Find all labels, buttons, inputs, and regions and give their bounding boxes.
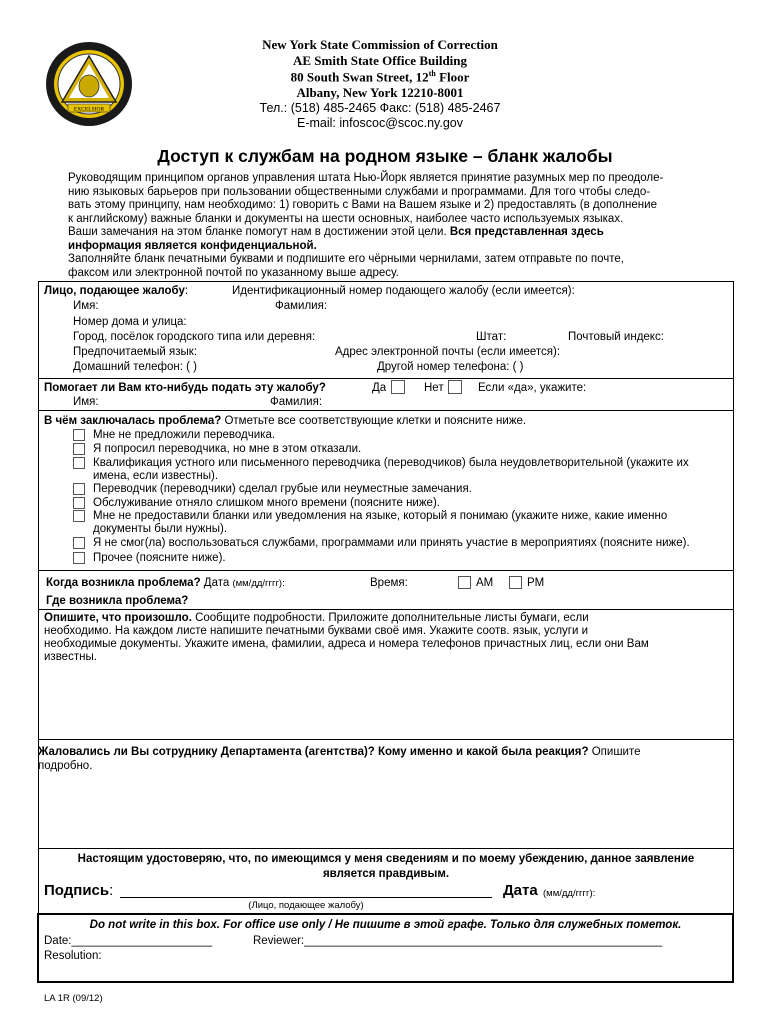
problem-item-1: Мне не предложили переводчика. [93,429,276,441]
state-id-field[interactable]: Идентификационный номер подающего жалобу (если имеется): [232,285,575,297]
signature-line[interactable] [120,897,492,898]
helper-surname-field[interactable]: Фамилия: [270,396,323,408]
problem-item-6: Мне не предоставили бланки или уведомления на языке, который я понимаю (укажите ниже, какие именно [93,510,668,522]
complained-text: Жаловались ли Вы сотруднику Департамента (агентства)? Кому именно и какой была реакция? Опишите подробно. [38,746,641,772]
helper-yes-label: Да [372,382,387,394]
name-field[interactable]: Имя: [73,300,99,312]
org-name: New York State Commission of Correction [262,37,498,52]
city-field[interactable]: Город, посёлок городского типа или деревня: [73,331,316,343]
phone-fax: Тел.: (518) 485-2465 Факс: (518) 485-2467 [259,101,501,115]
other-phone-field[interactable]: Другой номер телефона: ( ) [377,361,524,373]
problem-checkbox-8[interactable] [73,552,85,564]
language-field[interactable]: Предпочитаемый язык: [73,346,198,358]
problem-heading: В чём заключалась проблема? Отметьте все соответствующие клетки и поясните ниже. [44,415,527,427]
problem-item-5: Обслуживание отняло слишком много времени (поясните ниже). [93,497,440,509]
where-label[interactable]: Где возникла проблема? [46,595,189,607]
state-field[interactable]: Штат: [476,331,507,343]
problem-item-6-cont: документы были нужны). [93,523,228,535]
helper-yes-checkbox[interactable] [391,380,405,394]
problem-item-3: Квалификация устного или письменного переводчика (переводчиков) была неудовлетворительной (укажите их [93,457,689,469]
svg-text:EXCELSIOR: EXCELSIOR [73,106,105,113]
problem-checkbox-2[interactable] [73,443,85,455]
am-checkbox[interactable] [458,576,471,589]
when-label: Когда возникла проблема? Дата (мм/дд/гггг): [46,577,285,589]
problem-item-8: Прочее (поясните ниже). [93,552,226,564]
intro-text: Руководящим принципом органов управления штата Нью-Йорк является принятие разумных мер по преодоле- нию языковых барьеров при пользовании общественными службами и программами. Для того чтобы следо- вать этому принципу, нам необходимо: 1) говорить с Вами на Вашем языке и 2) предоставлять (в дополнение к английскому) важные бланки и документы на шести основных, наиболее часто используемых языках. Ваши замечания на этом бланке помогут нам в достижении этой цели. Вся представленная здесь информация является конфиденциальной. Заполняйте бланк печатными буквами и подпишите его чёрными чернилами, затем отправьте по почте, факсом или электронной почтой по указанному выше адресу. [68,172,664,279]
describe-text: Опишите, что произошло. Сообщите подробности. Приложите дополнительные листы бумаги, если необходимо. На каждом листе напишите печатными буквами своё имя. Укажите соотв. язык, услуги и необходимые документы. Укажите имена, фамилии, адреса и номера телефонов причастных лиц, если они Вам известны. [44,612,649,663]
building-name: AE Smith State Office Building [292,53,468,68]
signature-label: Подпись: [44,882,114,899]
time-label: Время: [370,577,408,589]
office-reviewer: Reviewer:________________________________________________________ [253,935,663,947]
problem-item-7: Я не смог(ла) воспользоваться службами, программами или принять участие в мероприятиях (поясните ниже). [93,537,690,549]
problem-checkbox-4[interactable] [73,483,85,495]
zip-field[interactable]: Почтовый индекс: [568,331,664,343]
office-use-note: Do not write in this box. For office use only / Не пишите в этой графе. Только для служебных пометок. [89,919,682,931]
date-format: (мм/дд/гггг): [543,888,596,899]
problem-checkbox-3[interactable] [73,457,85,469]
helper-if-yes: Если «да», укажите: [478,382,587,394]
home-phone-field[interactable]: Домашний телефон: ( ) [73,361,197,373]
helper-question: Помогает ли Вам кто-нибудь подать эту жалобу? [44,382,326,394]
signature-caption: (Лицо, подающее жалобу) [248,900,364,911]
problem-checkbox-1[interactable] [73,429,85,441]
helper-no-checkbox[interactable] [448,380,462,394]
form-id: LA 1R (09/12) [44,993,103,1004]
date-label: Дата [503,882,538,899]
nys-seal-logo [44,40,134,128]
office-date: Date:______________________ [44,935,213,947]
helper-no-label: Нет [424,382,444,394]
problem-checkbox-7[interactable] [73,537,85,549]
problem-item-4: Переводчик (переводчики) сделал грубые или неуместные замечания. [93,483,472,495]
form-title: Доступ к службам на родном языке – бланк жалобы [157,146,613,166]
problem-item-3-cont: имена, если известны). [93,470,219,482]
problem-item-2: Я попросил переводчика, но мне в этом отказали. [93,443,362,455]
city-address: Albany, New York 12210-8001 [296,85,464,100]
email-address: E-mail: infoscoc@scoc.ny.gov [297,116,463,130]
problem-checkbox-5[interactable] [73,497,85,509]
complainant-heading: Лицо, подающее жалобу: [44,285,189,297]
problem-checkbox-6[interactable] [73,510,85,522]
pm-checkbox[interactable] [509,576,522,589]
pm-label: PM [527,577,545,589]
street-address: 80 South Swan Street, 12th Floor [290,69,470,85]
certify-line-1: Настоящим удостоверяю, что, по имеющимся у меня сведениям и по моему убеждению, данное заявление [77,853,695,865]
helper-name-field[interactable]: Имя: [73,396,99,408]
surname-field[interactable]: Фамилия: [275,300,328,312]
street-field[interactable]: Номер дома и улица: [73,316,187,328]
am-label: AM [476,577,494,589]
email-field[interactable]: Адрес электронной почты (если имеется): [335,346,561,358]
certify-line-2: является правдивым. [322,868,450,880]
office-resolution: Resolution: [44,950,102,962]
